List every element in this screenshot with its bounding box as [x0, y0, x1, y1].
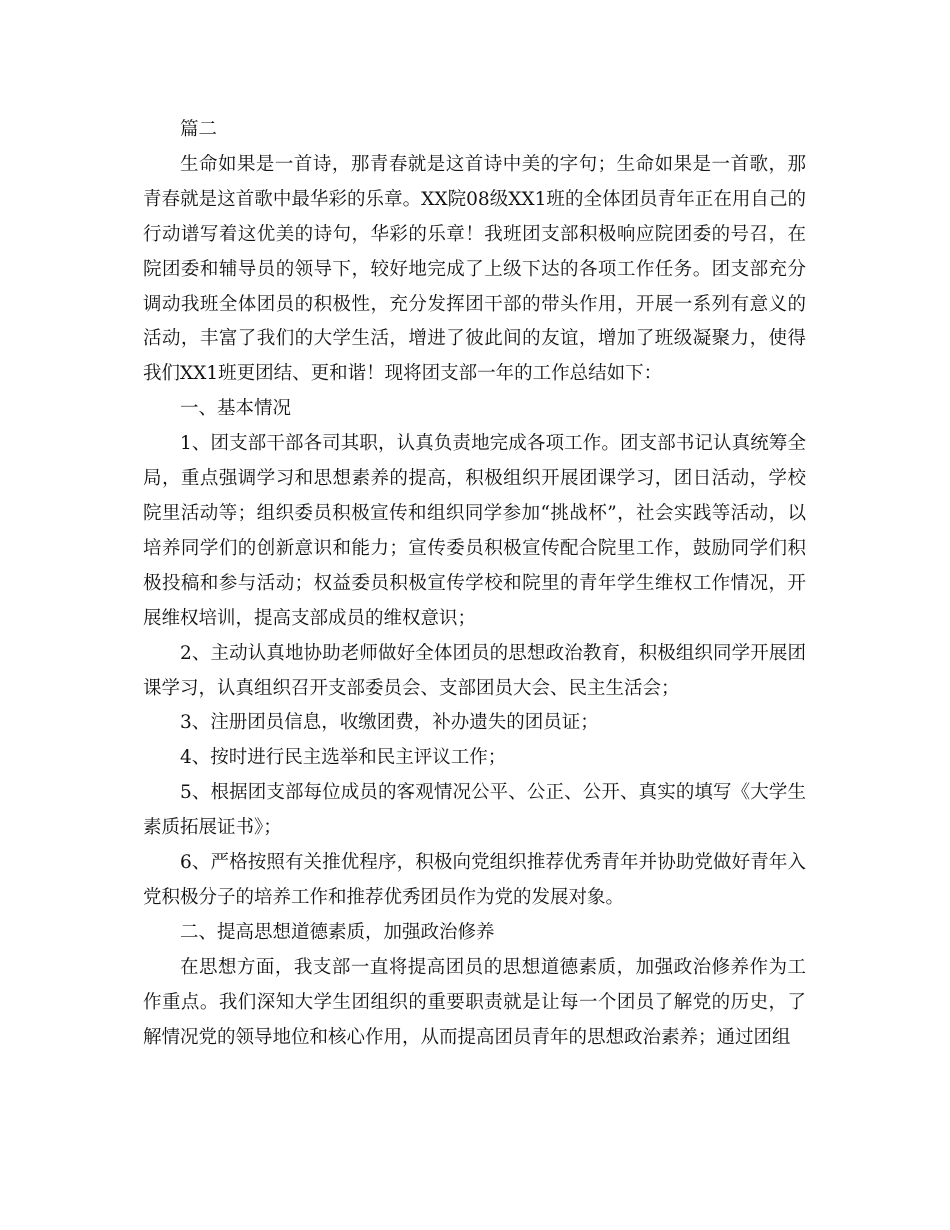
list-item: 4、按时进行民主选举和民主评议工作； — [180, 747, 507, 769]
list-item: 6、严格按照有关推优程序，积极向党组织推荐优秀青年并协助党做好青年入党积极分子的培养工作和推荐优秀团员作为党的发展对象。 — [143, 852, 806, 908]
section-2-title: 二、提高思想道德素质，加强政治修养 — [180, 921, 495, 943]
section-1-title: 一、基本情况 — [180, 398, 292, 420]
list-item: 2、主动认真地协助老师做好全体团员的思想政治教育，积极组织同学开展团课学习，认真组织召开支部委员会、支部团员大会、民主生活会； — [143, 642, 806, 699]
list-item: 5、根据团支部每位成员的客观情况公平、公正、公开、真实的填写《大学生素质拓展证书》； — [143, 782, 806, 839]
document-page — [143, 113, 806, 1055]
intro-paragraph: 生命如果是一首诗，那青春就是这首诗中美的字句；生命如果是一首歌，那青春就是这首歌中最华彩的乐章。XX院08级XX1班的全体团员青年正在用自己的行动谱写着这优美的诗句，华彩的乐章！我班团支部积极响应院团委的号召，在院团委和辅导员的领导下，较好地完成了上级下达的各项工作任务。团支部充分调动我班全体团员的积极性，充分发挥团干部的带头作用，开展一系列有意义的活动，丰富了我们的大学生活，增进了彼此间的友谊，增加了班级凝聚力，使得我们XX1班更团结、更和谐！现将团支部一年的工作总结如下： — [143, 153, 806, 385]
section-label: 篇二 — [180, 119, 218, 140]
list-item: 1、团支部干部各司其职，认真负责地完成各项工作。团支部书记认真统筹全局，重点强调学习和思想素养的提高，积极组织开展团课学习，团日活动，学校院里活动等；组织委员积极宣传和组织同学参加“挑战杯”，社会实践等活动，以培养同学们的创新意识和能力；宣传委员积极宣传配合院里工作，鼓励同学们积极投稿和参与活动；权益委员积极宣传学校和院里的青年学生维权工作情况，开展维权培训，提高支部成员的维权意识； — [143, 433, 806, 629]
section-2-paragraph: 在思想方面，我支部一直将提高团员的思想道德素质，加强政治修养作为工作重点。我们深知大学生团组织的重要职责就是让每一个团员了解党的历史，了解情况党的领导地位和核心作用，从而提高团员青年的思想政治素养；通过团组 — [143, 956, 806, 1048]
list-item: 3、注册团员信息，收缴团费，补办遗失的团员证； — [180, 712, 599, 734]
